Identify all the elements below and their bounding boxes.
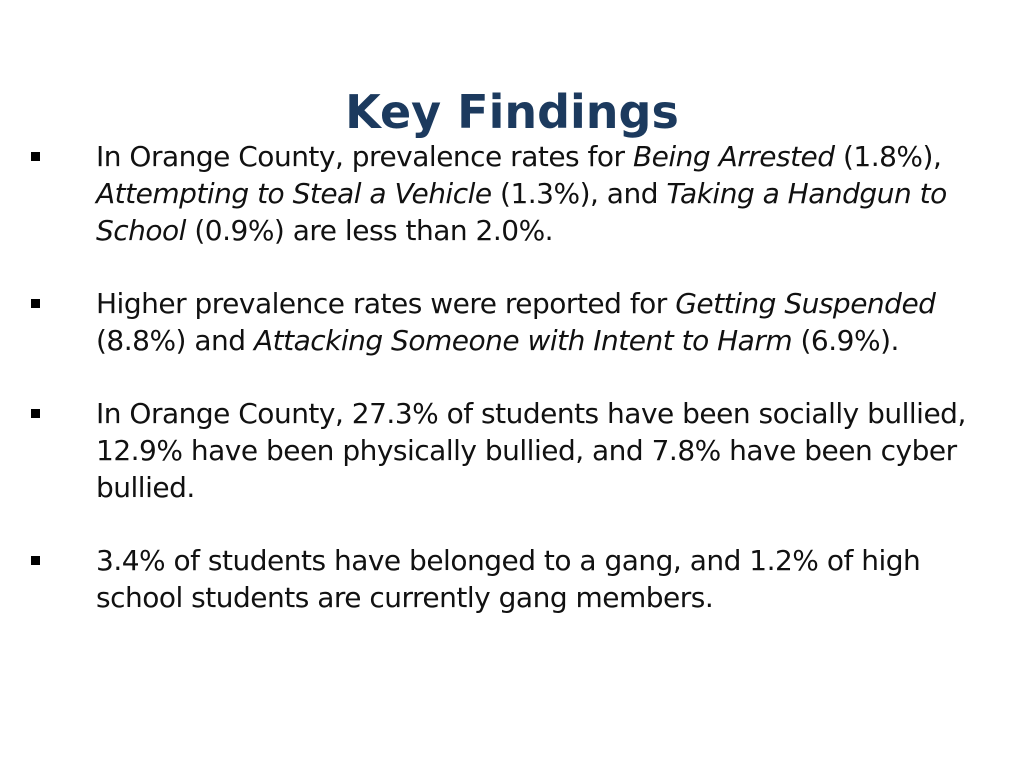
square-bullet-icon (31, 152, 40, 161)
finding-text-segment: (1.3%), and (491, 177, 667, 210)
finding-emphasis: Attacking Someone with Intent to Harm (253, 324, 793, 357)
finding-emphasis: Taking a Handgun to School (96, 177, 947, 247)
square-bullet-icon (31, 409, 40, 418)
finding-item (0, 285, 976, 359)
finding-emphasis: Getting Suspended (675, 287, 936, 320)
finding-text-segment: (8.8%) and (96, 324, 254, 357)
finding-text-segment: Higher prevalence rates were reported for (96, 287, 676, 320)
finding-text-segment: In Orange County, prevalence rates for (96, 140, 633, 173)
finding-text-segment: 3.4% of students have belonged to a gang, and 1.2% of high school students are currently gang members. (96, 544, 921, 614)
finding-item (0, 542, 976, 616)
finding-text (96, 397, 966, 504)
finding-text (96, 287, 935, 357)
finding-emphasis: Being Arrested (632, 140, 835, 173)
finding-text-segment: (0.9%) are less than 2.0%. (185, 214, 554, 247)
finding-text (96, 140, 947, 247)
findings-list (0, 138, 1024, 652)
square-bullet-icon (31, 556, 40, 565)
square-bullet-icon (31, 299, 40, 308)
finding-text (96, 544, 920, 614)
finding-item (0, 395, 976, 506)
finding-item (0, 138, 976, 249)
finding-text-segment: In Orange County, 27.3% of students have been socially bullied, 12.9% have been physically bullied, and 7.8% have been cyber bullied. (96, 397, 966, 504)
finding-emphasis: Attempting to Steal a Vehicle (96, 177, 492, 210)
finding-text-segment: (1.8%), (834, 140, 942, 173)
finding-text-segment: (6.9%). (792, 324, 899, 357)
slide-title: Key Findings (345, 84, 679, 139)
